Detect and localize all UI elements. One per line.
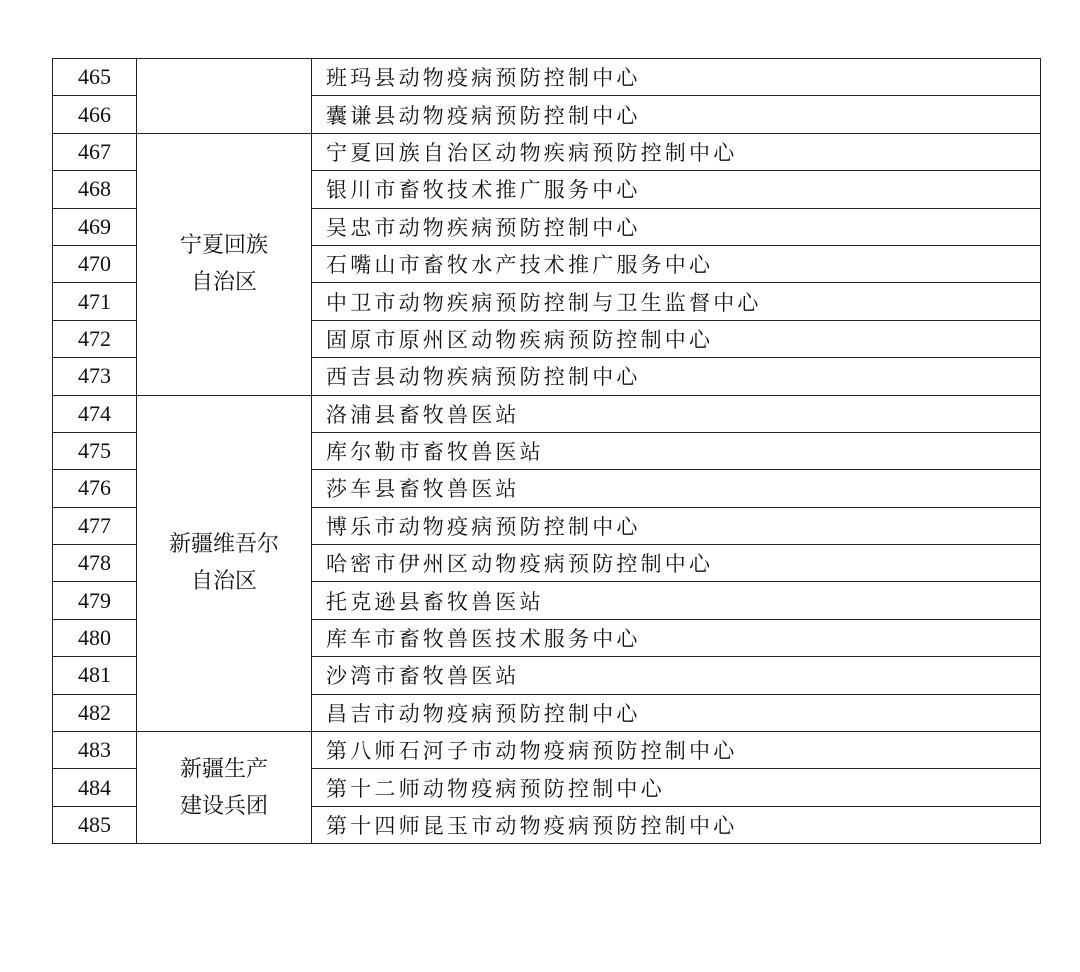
region-name-line: 建设兵团 (179, 793, 268, 819)
organization-name: 石嘴山市畜牧水产技术推广服务中心 (312, 245, 1041, 282)
organization-name: 沙湾市畜牧兽医站 (312, 657, 1041, 694)
region-name-line: 新疆生产 (179, 756, 268, 782)
organization-name: 西吉县动物疾病预防控制中心 (312, 358, 1041, 395)
organization-name: 哈密市伊州区动物疫病预防控制中心 (312, 545, 1041, 582)
table-row (53, 732, 1041, 769)
organization-name: 第八师石河子市动物疫病预防控制中心 (312, 732, 1041, 769)
table-row (53, 395, 1041, 432)
institution-table (52, 58, 1041, 844)
organization-name: 昌吉市动物疫病预防控制中心 (312, 694, 1041, 731)
region-name-line: 自治区 (190, 569, 257, 595)
region-cell (137, 133, 312, 395)
row-number: 484 (53, 769, 137, 806)
table-body (53, 59, 1041, 844)
row-number: 467 (53, 133, 137, 170)
row-number: 482 (53, 694, 137, 731)
organization-name: 博乐市动物疫病预防控制中心 (312, 507, 1041, 544)
row-number: 474 (53, 395, 137, 432)
organization-name: 库车市畜牧兽医技术服务中心 (312, 619, 1041, 656)
table-row (53, 59, 1041, 96)
organization-name: 托克逊县畜牧兽医站 (312, 582, 1041, 619)
row-number: 477 (53, 507, 137, 544)
row-number: 466 (53, 96, 137, 133)
region-name-line: 宁夏回族 (179, 233, 268, 259)
row-number: 471 (53, 283, 137, 320)
row-number: 469 (53, 208, 137, 245)
organization-name: 固原市原州区动物疾病预防控制中心 (312, 320, 1041, 357)
organization-name: 吴忠市动物疾病预防控制中心 (312, 208, 1041, 245)
organization-name: 洛浦县畜牧兽医站 (312, 395, 1041, 432)
row-number: 479 (53, 582, 137, 619)
row-number: 480 (53, 619, 137, 656)
row-number: 476 (53, 470, 137, 507)
row-number: 485 (53, 806, 137, 843)
region-name-line: 新疆维吾尔 (168, 532, 279, 558)
table-row (53, 133, 1041, 170)
row-number: 465 (53, 59, 137, 96)
organization-name: 宁夏回族自治区动物疾病预防控制中心 (312, 133, 1041, 170)
region-cell (137, 395, 312, 732)
row-number: 470 (53, 245, 137, 282)
row-number: 481 (53, 657, 137, 694)
organization-name: 库尔勒市畜牧兽医站 (312, 432, 1041, 469)
region-cell (137, 732, 312, 844)
row-number: 472 (53, 320, 137, 357)
region-cell (137, 59, 312, 134)
organization-name: 银川市畜牧技术推广服务中心 (312, 171, 1041, 208)
organization-name: 班玛县动物疫病预防控制中心 (312, 59, 1041, 96)
row-number: 468 (53, 171, 137, 208)
organization-name: 第十二师动物疫病预防控制中心 (312, 769, 1041, 806)
organization-name: 中卫市动物疾病预防控制与卫生监督中心 (312, 283, 1041, 320)
region-name-line: 自治区 (190, 270, 257, 296)
organization-name: 第十四师昆玉市动物疫病预防控制中心 (312, 806, 1041, 843)
row-number: 483 (53, 732, 137, 769)
organization-name: 莎车县畜牧兽医站 (312, 470, 1041, 507)
organization-name: 囊谦县动物疫病预防控制中心 (312, 96, 1041, 133)
row-number: 473 (53, 358, 137, 395)
row-number: 478 (53, 545, 137, 582)
row-number: 475 (53, 432, 137, 469)
